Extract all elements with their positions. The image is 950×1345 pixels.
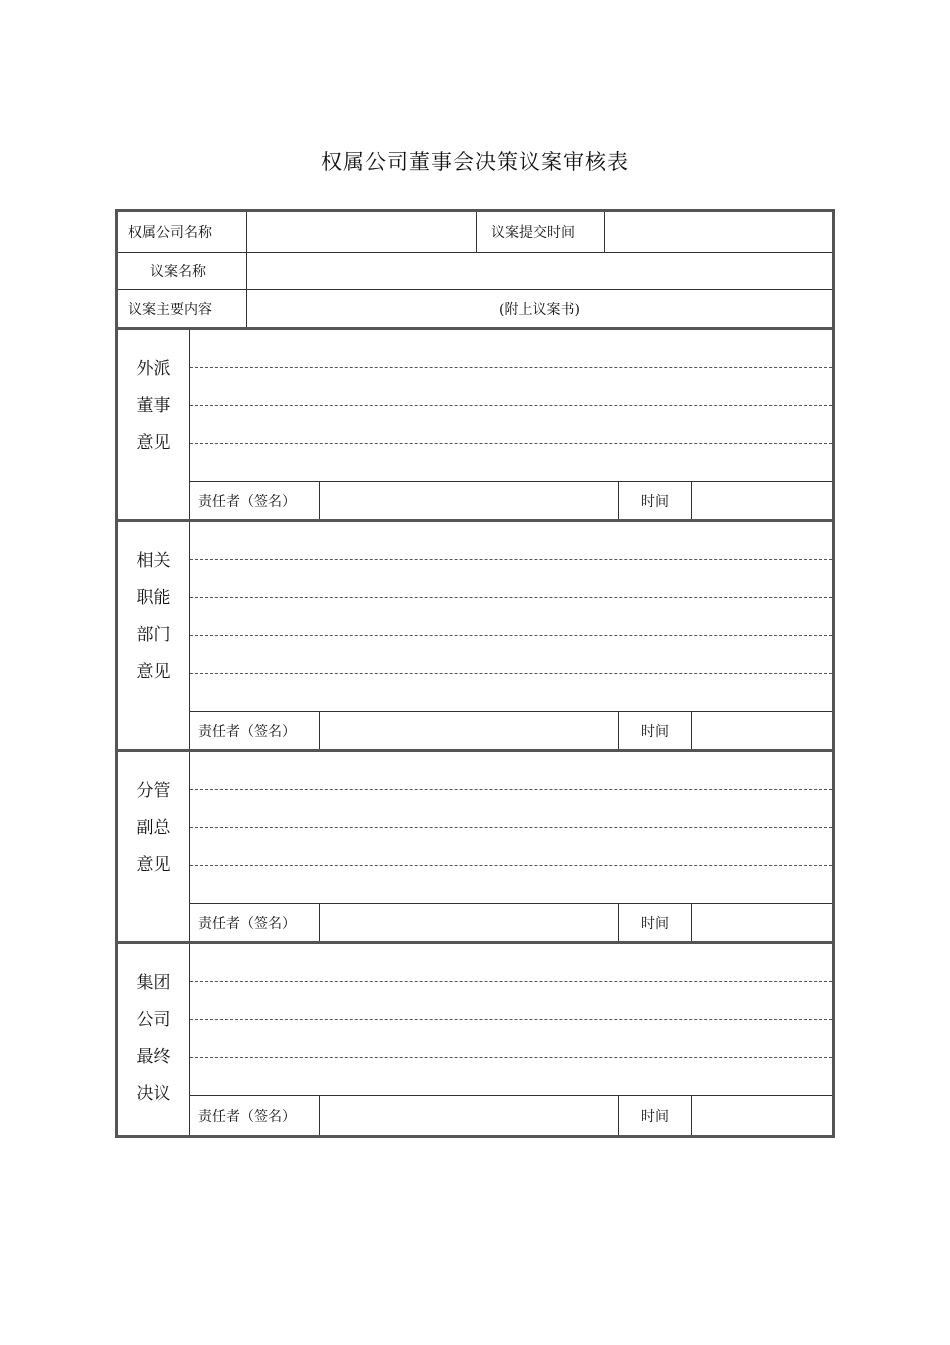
time-label: 时间: [641, 1108, 669, 1125]
section-label-line: 副总: [136, 817, 171, 838]
section-label-line: 集团: [136, 973, 171, 993]
writing-line: [190, 789, 832, 790]
signer-field[interactable]: [320, 904, 618, 941]
section-divider: [118, 519, 832, 522]
writing-line: [190, 559, 832, 560]
time-field[interactable]: [692, 482, 832, 519]
section-label-line: 外派: [136, 358, 171, 379]
writing-line: [190, 981, 832, 982]
section-label-line: 意见: [136, 662, 171, 682]
time-field[interactable]: [692, 712, 832, 749]
writing-line: [190, 673, 832, 674]
company-name-label: 权属公司名称: [128, 225, 212, 241]
section-label-line: 最终: [136, 1047, 171, 1067]
company-name-field[interactable]: [247, 212, 476, 252]
writing-line: [190, 367, 832, 368]
section-label-director: [118, 330, 189, 482]
signer-field[interactable]: [320, 712, 618, 749]
writing-line: [190, 827, 832, 828]
section-label-group: [118, 944, 189, 1134]
signer-field[interactable]: [320, 482, 618, 519]
section-label-vp: [118, 752, 189, 904]
section-label-line: 决议: [136, 1084, 171, 1104]
time-label: 时间: [641, 493, 669, 510]
section-label-department: [118, 522, 189, 712]
writing-line: [190, 1019, 832, 1020]
proposal-name-label: 议案名称: [150, 264, 206, 280]
main-content-label: 议案主要内容: [128, 301, 212, 318]
signer-label: 责任者（签名）: [198, 493, 296, 510]
submit-time-label: 议案提交时间: [491, 225, 575, 241]
review-form: [115, 209, 835, 1138]
section-divider: [118, 327, 832, 330]
section-label-line: 意见: [136, 854, 171, 875]
writing-line: [190, 597, 832, 598]
signer-label: 责任者（签名）: [198, 1108, 296, 1125]
signer-label: 责任者（签名）: [198, 723, 296, 740]
time-field[interactable]: [692, 904, 832, 941]
writing-line: [190, 443, 832, 444]
writing-line: [190, 635, 832, 636]
page-title: 权属公司董事会决策议案审核表: [321, 150, 629, 174]
time-field[interactable]: [692, 1096, 832, 1135]
time-label: 时间: [641, 723, 669, 740]
section-label-line: 公司: [136, 1010, 171, 1030]
section-label-line: 董事: [136, 395, 171, 416]
section-divider: [118, 749, 832, 752]
section-label-line: 部门: [136, 625, 171, 645]
proposal-name-field[interactable]: [247, 253, 832, 289]
section-divider: [118, 941, 832, 944]
main-content-note: (附上议案书): [499, 301, 580, 318]
section-label-line: 意见: [136, 432, 171, 453]
submit-time-field[interactable]: [605, 212, 832, 252]
time-label: 时间: [641, 915, 669, 932]
writing-line: [190, 865, 832, 866]
writing-line: [190, 1057, 832, 1058]
section-label-line: 相关: [136, 551, 171, 571]
section-label-line: 职能: [136, 588, 171, 608]
signer-label: 责任者（签名）: [198, 915, 296, 932]
writing-line: [190, 405, 832, 406]
section-label-line: 分管: [136, 780, 171, 801]
signer-field[interactable]: [320, 1096, 618, 1135]
